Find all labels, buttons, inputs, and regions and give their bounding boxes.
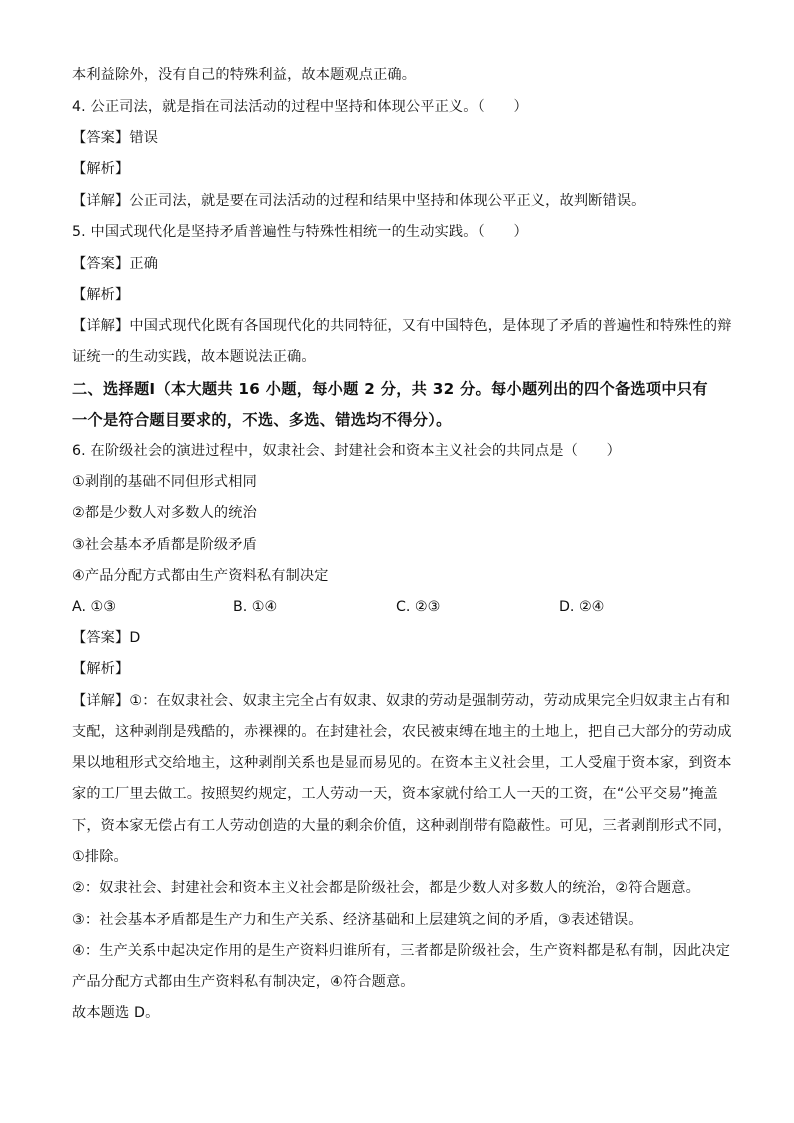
detail-text: 【详解】中国式现代化既有各国现代化的共同特征，又有中国特色，是体现了矛盾的普遍性和特殊性的辩 [72,318,732,334]
option-b: B. ①④ [233,599,278,615]
conclusion-text: 故本题选 D。 [72,1005,160,1021]
detail-text: ③：社会基本矛盾都是生产力和生产关系、经济基础和上层建筑之间的矛盾，③表述错误。 [72,912,643,928]
text-line: 本利益除外，没有自己的特殊利益，故本题观点正确。 [72,67,417,83]
statement-4: ④产品分配方式都由生产资料私有制决定 [72,568,329,584]
detail-text: 支配，这种剥削是残酷的，赤裸裸的。在封建社会，农民被束缚在地主的土地上，把自己大部分的劳动成 [72,724,732,740]
detail-text: 家的工厂里去做工。按照契约规定，工人劳动一天，资本家就付给工人一天的工资，在“公平交易”掩盖 [72,786,718,802]
question-4: 4. 公正司法，就是指在司法活动的过程中坚持和体现公平正义。（ ） [72,99,528,115]
section-heading: 一个是符合题目要求的，不选、多选、错选均不得分）。 [72,411,452,429]
detail-text: 果以地租形式交给地主，这种剥削关系也是显而易见的。在资本主义社会里，工人受雇于资本家，到资本 [72,755,732,771]
analysis-label: 【解析】 [72,287,130,303]
question-5: 5. 中国式现代化是坚持矛盾普遍性与特殊性相统一的生动实践。（ ） [72,224,528,240]
question-6: 6. 在阶级社会的演进过程中，奴隶社会、封建社会和资本主义社会的共同点是（ ） [72,443,621,459]
detail-text: 产品分配方式都由生产资料私有制决定，④符合题意。 [72,974,415,990]
analysis-label: 【解析】 [72,661,130,677]
detail-text: ①排除。 [72,849,128,865]
statement-3: ③社会基本矛盾都是阶级矛盾 [72,537,257,553]
section-heading: 二、选择题Ⅰ（本大题共 16 小题，每小题 2 分，共 32 分。每小题列出的四个备选项中只有 [72,380,708,398]
detail-text: 证统一的生动实践，故本题说法正确。 [72,349,316,365]
detail-text: 【详解】①：在奴隶社会、奴隶主完全占有奴隶、奴隶的劳动是强制劳动，劳动成果完全归奴隶主占有和 [72,693,731,709]
detail-text: 下，资本家无偿占有工人劳动创造的大量的剩余价值，这种剥削带有隐蔽性。可见，三者剥削形式不同， [72,818,732,834]
answer-label: 【答案】错误 [72,130,159,146]
statement-2: ②都是少数人对多数人的统治 [72,505,257,521]
detail-text: ④：生产关系中起决定作用的是生产资料归谁所有，三者都是阶级社会，生产资料都是私有制，因此决定 [72,943,731,959]
answer-label: 【答案】D [72,630,141,646]
detail-text: ②：奴隶社会、封建社会和资本主义社会都是阶级社会，都是少数人对多数人的统治，②符合题意。 [72,880,700,896]
option-d: D. ②④ [559,599,605,615]
answer-label: 【答案】正确 [72,256,159,272]
detail-text: 【详解】公正司法，就是要在司法活动的过程和结果中坚持和体现公平正义，故判断错误。 [72,193,646,209]
analysis-label: 【解析】 [72,161,130,177]
statement-1: ①剥削的基础不同但形式相同 [72,474,257,490]
option-c: C. ②③ [396,599,441,615]
option-a: A. ①③ [72,599,116,615]
